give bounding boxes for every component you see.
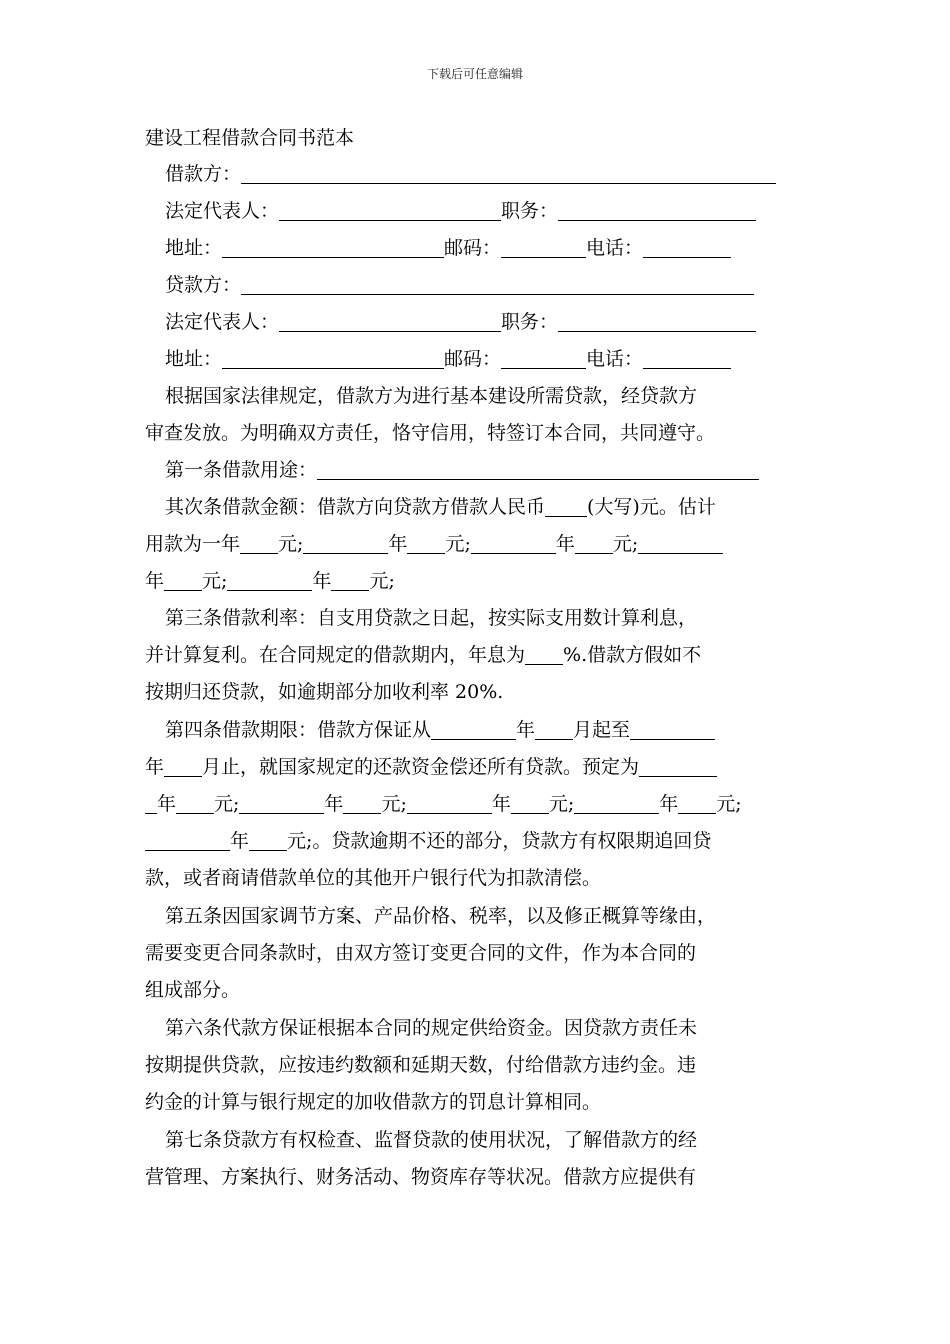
lender-line [165,271,830,299]
legal-rep-label: 法定代表人： [165,311,280,333]
article-2-text: 年 [312,570,332,592]
article-4-line-4 [145,827,810,855]
article-2-line-1 [165,493,830,521]
article-1-label: 第一条借款用途： [165,459,318,481]
position-blank [558,200,756,221]
position-label: 职务： [501,200,559,222]
article-4-line-2 [145,753,810,781]
interest-blank [525,644,563,665]
article-4-line-5: 款，或者商请借款单位的其他开户银行代为扣款清偿。 [145,867,602,889]
blank [176,793,214,814]
article-1-line [165,456,830,484]
article-2-text: 元; [612,533,639,555]
blank [471,533,556,554]
postcode-blank [501,237,586,258]
phone-label: 电话： [586,348,644,370]
article-4-text: 年 [324,793,344,815]
article-3-line-3: 按期归还贷款，如逾期部分加收利率 20%. [145,681,504,703]
blank [343,793,381,814]
article-4-text: 第四条借款期限：借款方保证从 [165,719,432,741]
article-4-text: 元; [381,793,407,815]
article-4-line-1 [165,716,830,744]
blank [331,570,369,591]
header-note: 下载后可任意编辑 [426,67,523,81]
article-2-text: 年 [145,570,165,592]
address-label: 地址： [165,237,223,259]
blank [227,570,312,591]
address-blank [222,237,444,258]
blank [164,756,202,777]
blank [678,793,716,814]
blank [535,719,573,740]
lender-label: 贷款方： [165,274,242,296]
article-2-line-2 [145,530,810,558]
legal-rep-blank [279,311,501,332]
phone-blank [643,348,731,369]
article-3-line-1: 第三条借款利率：自支用贷款之日起，按实际支用数计算利息， [165,607,698,629]
article-2-text: 年 [388,533,408,555]
article-2-text: 年 [555,533,575,555]
article-4-text: 年 [157,793,177,815]
postcode-label: 邮码： [444,348,502,370]
article-3-text: %.借款方假如不 [563,644,702,666]
lender-rep-line [165,308,830,336]
lender-blank [241,274,754,295]
legal-rep-blank [279,200,501,221]
borrower-label: 借款方： [165,163,242,185]
article-5-line-2: 需要变更合同条款时，由双方签订变更合同的文件，作为本合同的 [145,942,697,964]
article-5-line-1: 第五条因国家调节方案、产品价格、税率，以及修正概算等缘由， [165,905,717,927]
article-4-text: 元;。贷款逾期不还的部分，贷款方有权限期追回贷 [287,830,712,852]
article-3-text: 并计算复利。在合同规定的借款期内，年息为 [145,644,526,666]
blank [638,533,723,554]
article-2-line-3 [145,567,810,595]
blank [431,719,516,740]
article-2-text: 元; [445,533,471,555]
postcode-blank [501,348,586,369]
article-3-line-2 [145,641,810,669]
borrower-rep-line [165,197,830,225]
blank [511,793,549,814]
article-7-line-2: 营管理、方案执行、财务活动、物资库存等状况。借款方应提供有 [145,1166,697,1188]
article-6-line-3: 约金的计算与银行规定的加收借款方的罚息计算相同。 [145,1091,602,1113]
postcode-label: 邮码： [444,237,502,259]
position-blank [558,311,756,332]
contract-title: 建设工程借款合同书范本 [145,127,355,149]
article-5-line-3: 组成部分。 [145,979,241,1001]
blank [575,533,613,554]
intro-line-2: 审查发放。为明确双方责任，恪守信用，特签订本合同，共同遵守。 [145,422,716,444]
article-2-text: 元; [278,533,304,555]
borrower-address-line [165,234,830,262]
article-4-text: 年 [145,756,165,778]
article-4-text: 元; [716,793,742,815]
blank [630,719,715,740]
amount-blank [545,496,587,517]
blank [639,756,717,777]
address-blank [222,348,444,369]
position-label: 职务： [501,311,559,333]
article-2-text: 其次条借款金额：借款方向贷款方借款人民币 [165,496,546,518]
article-6-line-2: 按期提供贷款，应按违约数额和延期天数，付给借款方违约金。违 [145,1054,697,1076]
phone-blank [643,237,731,258]
blank [240,533,278,554]
blank [145,830,230,851]
blank [407,793,492,814]
article-4-text: 月起至 [573,719,631,741]
blank [239,793,324,814]
legal-rep-label: 法定代表人： [165,200,280,222]
blank [303,533,388,554]
phone-label: 电话： [586,237,644,259]
article-4-text: 元; [548,793,575,815]
blank [407,533,445,554]
blank [249,830,287,851]
address-label: 地址： [165,348,223,370]
article-7-line-1: 第七条贷款方有权检查、监督贷款的使用状况，了解借款方的经 [165,1129,698,1151]
borrower-blank [241,163,776,184]
article-4-text: 元; [214,793,240,815]
article-2-text: 用款为一年 [145,533,241,555]
article-4-line-3 [145,790,810,818]
article-4-text: 年 [516,719,536,741]
article-4-text: 月止，就国家规定的还款资金偿还所有贷款。预定为 [202,756,640,778]
purpose-blank [317,459,759,480]
borrower-line [165,160,830,188]
intro-line-1: 根据国家法律规定，借款方为进行基本建设所需贷款，经贷款方 [165,385,698,407]
article-4-text: 年 [230,830,250,852]
article-4-text: 年 [659,793,679,815]
blank [164,570,202,591]
article-2-text: 元; [202,570,228,592]
article-2-text: 元; [369,570,395,592]
blank [145,793,157,814]
lender-address-line [165,345,830,373]
article-2-text: (大写)元。估计 [587,496,716,518]
blank [574,793,659,814]
article-6-line-1: 第六条代款方保证根据本合同的规定供给资金。因贷款方责任未 [165,1017,698,1039]
article-4-text: 年 [491,793,511,815]
